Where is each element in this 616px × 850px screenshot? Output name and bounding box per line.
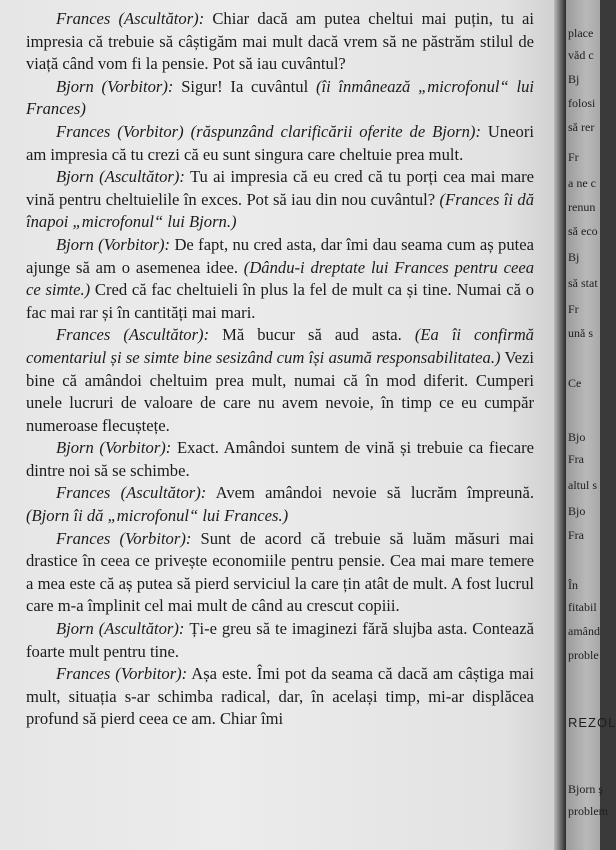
- adjacent-page-fragment: place: [568, 26, 594, 40]
- dialogue-paragraph: [26, 528, 534, 618]
- adjacent-page-fragment: a ne c: [568, 176, 596, 190]
- adjacent-page-fragment: Bj: [568, 250, 580, 264]
- adjacent-page-edge: [566, 0, 616, 850]
- dialogue-paragraph: [26, 166, 534, 234]
- adjacent-page-fragment: să rer: [568, 120, 595, 134]
- dialogue-text-after: Uneori am impresia că tu crezi că eu sunt singura care cheltuie prea mult.: [26, 121, 534, 164]
- adjacent-page-fragment: folosi: [568, 96, 596, 110]
- dialogue-text: [184, 122, 191, 141]
- speaker-label: Frances (Vorbitor):: [56, 664, 188, 684]
- adjacent-page-fragment: fitabil: [568, 600, 597, 614]
- book-gutter-shadow: [554, 0, 566, 850]
- dialogue-text: Tu ai impresia că eu cred că tu porți cea mai mare vină pentru cheltuielile în exces. Pot să iau din nou cuvântul?: [26, 167, 534, 209]
- adjacent-page-fragment: Fra: [568, 528, 584, 542]
- dialogue-paragraph: [26, 8, 534, 76]
- dialogue-paragraph: [26, 482, 534, 527]
- stage-direction: (Ea îi confirmă comentariul și se simte bine sesizând cum își asumă responsabilitatea.): [26, 325, 534, 367]
- adjacent-page-fragment: Bjorn ş: [568, 782, 604, 796]
- page-body-text: [26, 8, 534, 731]
- speaker-label: Bjorn (Ascultător):: [56, 619, 185, 639]
- stage-direction: (Bjorn îi dă „microfonul“ lui Frances.): [26, 506, 289, 526]
- dialogue-text: Chiar dacă am putea cheltui mai puțin, tu ai impresia că trebuie să câștigăm mai mult dacă vrem să ne păstrăm stilul de viață când vom fi la pensie. Pot să iau cuvântul?: [26, 9, 534, 74]
- adjacent-page-fragment: să eco: [568, 224, 598, 238]
- dialogue-paragraph: [26, 121, 534, 166]
- speaker-label: Frances (Ascultător):: [56, 325, 210, 345]
- speaker-label: Bjorn (Ascultător):: [56, 167, 185, 187]
- adjacent-page-heading-fragment: REZOL: [568, 715, 616, 730]
- adjacent-page-fragment: renun: [568, 200, 596, 214]
- dialogue-paragraph: [26, 663, 534, 731]
- adjacent-page-fragment: Fra: [568, 452, 584, 466]
- adjacent-page-fragment: Fr: [568, 150, 579, 164]
- speaker-label: Frances (Vorbitor): [56, 121, 184, 141]
- stage-direction: (Frances îi dă înapoi „microfonul“ lui Bjorn.): [26, 189, 534, 232]
- adjacent-page-fragment: În: [568, 578, 578, 592]
- speaker-label: Bjorn (Vorbitor):: [56, 76, 174, 96]
- dialogue-text-after: Vezi bine că amândoi cheltuim prea mult, numai că în mod diferit. Cumperi unele lucruri de valoare de care nu avem nevoie, în timp ce eu cumpăr numeroase flecuștețe.: [26, 347, 534, 435]
- dialogue-text: Ți-e greu să te imaginezi fără slujba asta. Contează foarte mult pentru tine.: [26, 619, 534, 661]
- dialogue-text: Așa este. Îmi pot da seama că dacă am câștiga mai mult, situația s-ar schimba radical, dar, în același timp, mi-ar displăcea profund să pierd ceea ce am. Chiar îmi: [26, 664, 534, 729]
- adjacent-page-fragment: ună s: [568, 326, 593, 340]
- stage-direction: (îi înmânează „microfonul“ lui Frances): [26, 76, 534, 119]
- speaker-label: Frances (Vorbitor):: [56, 528, 192, 548]
- dialogue-paragraph: [26, 618, 534, 663]
- stage-direction: (Dându-i dreptate lui Frances pentru ceea ce simte.): [26, 257, 534, 300]
- dialogue-text: Mă bucur să aud asta.: [209, 325, 415, 345]
- adjacent-page-fragment: problem: [568, 804, 608, 818]
- dialogue-text: De fapt, nu cred asta, dar îmi dau seama cum aș putea ajunge să am o asemenea idee.: [26, 234, 534, 277]
- adjacent-page-fragment: să stat: [568, 276, 598, 290]
- stage-direction: (răspunzând clarificării oferite de Bjorn):: [190, 121, 481, 141]
- adjacent-page-fragment: văd c: [568, 48, 594, 62]
- dialogue-paragraph: [26, 234, 534, 324]
- dialogue-paragraph: [26, 324, 534, 437]
- dialogue-text: Exact. Amândoi suntem de vină și trebuie ca fiecare dintre noi să se schimbe.: [26, 438, 534, 480]
- speaker-label: Frances (Ascultător):: [56, 9, 205, 28]
- dialogue-text: Avem amândoi nevoie să lucrăm împreună.: [206, 483, 534, 503]
- dialogue-paragraph: [26, 76, 534, 121]
- adjacent-page-fragment: Fr: [568, 302, 579, 316]
- dialogue-text-after: Cred că fac cheltuieli în plus la fel de mult ca și tine. Numai că o fac mai rar și în cantități mai mari.: [26, 280, 534, 322]
- adjacent-page-fragment: Bjo: [568, 430, 586, 444]
- adjacent-page-fragment: amând: [568, 624, 600, 638]
- speaker-label: Frances (Ascultător):: [56, 483, 207, 503]
- adjacent-page-fragment: Bjo: [568, 504, 586, 518]
- adjacent-page-fragment: Ce: [568, 376, 582, 390]
- adjacent-page-fragment: altul s: [568, 478, 597, 492]
- dialogue-paragraph: [26, 437, 534, 482]
- speaker-label: Bjorn (Vorbitor):: [56, 234, 171, 254]
- speaker-label: Bjorn (Vorbitor):: [56, 438, 172, 458]
- adjacent-page-fragment: proble: [568, 648, 599, 662]
- dialogue-text: Sigur! Ia cuvântul: [173, 76, 316, 96]
- dialogue-text: Sunt de acord că trebuie să luăm măsuri mai drastice în ceea ce privește economiile pentru pensie. Cea mai mare temere a mea este că aș putea să pierd serviciul la care țin atât de mult. A fost lucrul care m-a împlinit cel mai mult de când au crescut copiii.: [26, 528, 534, 616]
- adjacent-page-fragment: Bj: [568, 72, 580, 86]
